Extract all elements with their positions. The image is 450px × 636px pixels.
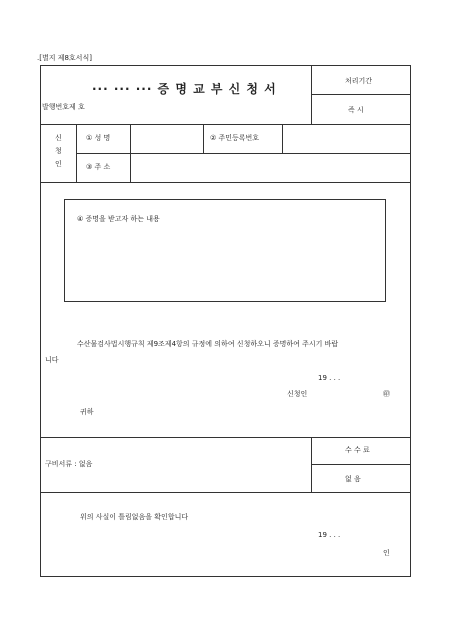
documents-top-line (40, 437, 411, 438)
fee-label: 수 수 료 (345, 446, 370, 454)
confirmation-date: 19 . . . (318, 531, 341, 539)
applicant-row-divider (76, 153, 411, 154)
address-label: ③ 주 소 (86, 163, 111, 171)
applicant-side-char-1: 신 (55, 134, 62, 142)
applicant-bottom-line (40, 182, 411, 183)
header-mid-divider (311, 94, 411, 95)
applicant-sign-label: 신청인 (287, 390, 308, 398)
issue-number-label: 발행번호제 호 (42, 103, 85, 111)
header-bottom-line (40, 124, 411, 125)
name-label: ① 성 명 (86, 134, 111, 142)
processing-period-label: 처리기간 (345, 77, 373, 85)
confirmation-text: 위의 사실이 틀림없음을 확인합니다 (80, 513, 189, 521)
applicant-side-char-2: 청 (55, 147, 62, 155)
seal-mark: ㊞ (383, 390, 390, 398)
fee-mid-divider (311, 464, 411, 465)
rrn-label: ② 주민등록번호 (210, 134, 260, 142)
confirmation-sign: 인 (383, 549, 390, 557)
form-title: ··· ··· ··· 증 명 교 부 신 청 서 (92, 82, 277, 96)
applicant-rrn-left-divider (203, 124, 204, 153)
applicant-rrn-right-divider (282, 124, 283, 153)
addressee-label: 귀하 (80, 408, 94, 416)
statement-line-2: 니다 (45, 356, 59, 364)
processing-period-value: 즉 시 (348, 106, 364, 114)
documents-bottom-line (40, 492, 411, 493)
statement-date: 19 . . . (318, 374, 341, 382)
fee-value: 없 음 (345, 475, 361, 483)
content-box-label: ④ 증명을 받고자 하는 내용 (77, 215, 160, 223)
statement-line-1: 수산물검사법시행규칙 제9조제4항의 규정에 의하여 신청하오니 증명하여 주시기 바랍 (77, 340, 339, 348)
applicant-side-char-3: 인 (55, 160, 62, 168)
form-number-label: .[별지 제8호서식] (37, 54, 92, 62)
required-documents-label: 구비서류 : 없음 (45, 460, 93, 468)
